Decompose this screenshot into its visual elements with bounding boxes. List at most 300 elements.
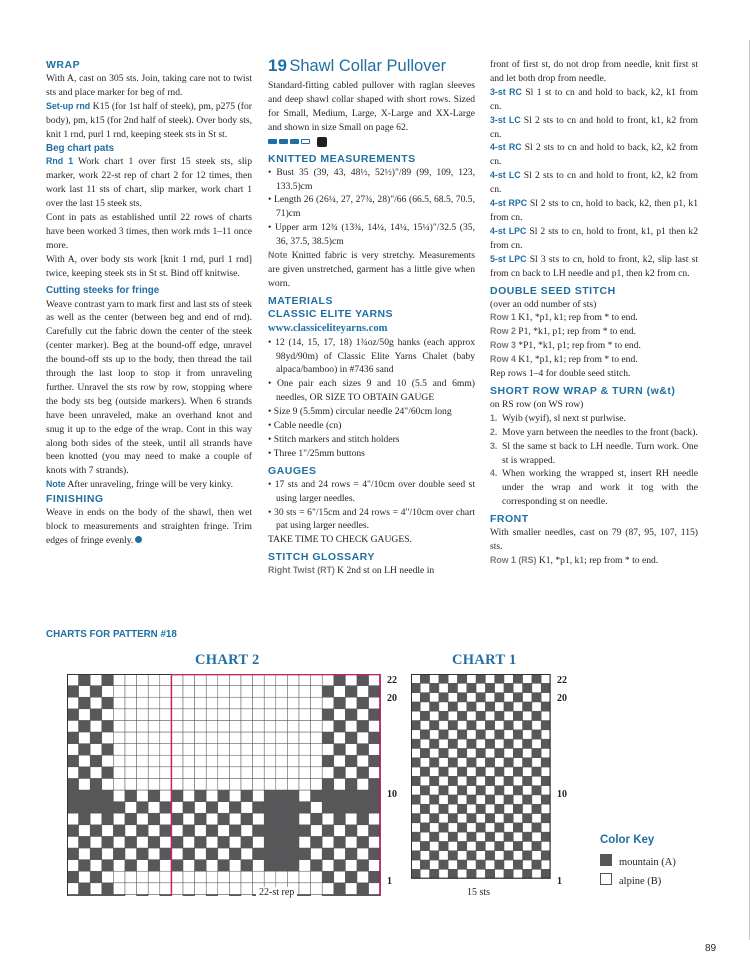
chart-cell bbox=[102, 848, 114, 860]
chart-cell bbox=[345, 697, 357, 709]
chart-cell bbox=[476, 711, 485, 720]
chart-cell bbox=[137, 860, 149, 872]
chart-cell bbox=[458, 795, 467, 804]
chart-cell bbox=[430, 869, 439, 878]
chart-cell bbox=[495, 730, 504, 739]
chart-cell bbox=[430, 776, 439, 785]
chart-cell bbox=[322, 790, 334, 802]
chart-cell bbox=[411, 739, 420, 748]
chart-cell bbox=[137, 836, 149, 848]
chart-2-row-label-10: 10 bbox=[387, 789, 397, 800]
chart-cell bbox=[90, 883, 102, 895]
chart-cell bbox=[411, 683, 420, 692]
chart-cell bbox=[523, 721, 532, 730]
chart-cell bbox=[160, 697, 172, 709]
chart-cell bbox=[495, 674, 504, 683]
finishing-paragraph: Weave in ends on the body of the shawl, then wet block to measurements and straighten fringe. Trim edges of fringe evenly. bbox=[46, 507, 252, 546]
chart-cell bbox=[113, 720, 125, 732]
cutting-steeks-paragraph: Weave contrast yarn to mark first and last sts of steek as well as the center (between beg and end of rnd). Carefully cut the fabric down the center of the steek (center marker). Beg at the bound-off edge, unravel the bound-off sts up to the body, then thread the tail through the last loop to stop it from unraveling further. Unravel the sts row by row, stopping where the body sts beg (outside markers). When 6 strands have been unraveled, make an overhand knot and snug it up to the edge of the wrap. Cont in this way along both sides of the steek, until all strands have been knotted (you may need to make a couple of knots with 7 strands). bbox=[46, 298, 252, 477]
chart-cell bbox=[485, 795, 494, 804]
chart-cell bbox=[448, 841, 457, 850]
chart-cell bbox=[513, 804, 522, 813]
chart-cell bbox=[345, 871, 357, 883]
chart-cell bbox=[322, 732, 334, 744]
chart-cell bbox=[253, 697, 265, 709]
chart-cell bbox=[218, 732, 230, 744]
chart-cell bbox=[287, 871, 299, 883]
chart-cell bbox=[287, 836, 299, 848]
chart-cell bbox=[137, 720, 149, 732]
wrap-turn-heading: SHORT ROW WRAP & TURN (w&t) bbox=[490, 384, 676, 397]
chart-cell bbox=[430, 767, 439, 776]
dark-swatch-icon bbox=[600, 854, 612, 866]
chart-cell bbox=[532, 721, 541, 730]
chart-cell bbox=[183, 732, 195, 744]
take-time-note: TAKE TIME TO CHECK GAUGES. bbox=[268, 534, 412, 546]
chart-cell bbox=[287, 802, 299, 814]
dss-row-3: Row 3 *P1, *k1, p1; rep from * to end. bbox=[490, 340, 641, 352]
chart-cell bbox=[90, 720, 102, 732]
chart-cell bbox=[218, 802, 230, 814]
chart-cell bbox=[195, 778, 207, 790]
chart-cell bbox=[541, 814, 550, 823]
chart-2-row-label-20: 20 bbox=[387, 693, 397, 704]
chart-cell bbox=[264, 836, 276, 848]
chart-cell bbox=[148, 755, 160, 767]
chart-cell bbox=[532, 693, 541, 702]
chart-cell bbox=[160, 813, 172, 825]
chart-cell bbox=[206, 697, 218, 709]
chart-cell bbox=[287, 720, 299, 732]
chart-cell bbox=[495, 776, 504, 785]
chart-cell bbox=[345, 767, 357, 779]
chart-cell bbox=[276, 686, 288, 698]
chart-cell bbox=[195, 697, 207, 709]
chart-cell bbox=[241, 871, 253, 883]
chart-cell bbox=[345, 802, 357, 814]
chart-cell bbox=[79, 709, 91, 721]
chart-cell bbox=[102, 836, 114, 848]
chart-cell bbox=[448, 804, 457, 813]
chart-cell bbox=[420, 702, 429, 711]
chart-cell bbox=[439, 674, 448, 683]
chart-cell bbox=[439, 851, 448, 860]
chart-cell bbox=[345, 848, 357, 860]
chart-cell bbox=[125, 744, 137, 756]
chart-cell bbox=[439, 758, 448, 767]
chart-cell bbox=[541, 851, 550, 860]
chart-cell bbox=[148, 848, 160, 860]
chart-cell bbox=[523, 776, 532, 785]
chart-cell bbox=[504, 674, 513, 683]
chart-cell bbox=[541, 841, 550, 850]
chart-cell bbox=[439, 832, 448, 841]
chart-cell bbox=[148, 709, 160, 721]
chart-cell bbox=[125, 686, 137, 698]
chart-cell bbox=[541, 739, 550, 748]
chart-cell bbox=[513, 674, 522, 683]
chart-cell bbox=[253, 778, 265, 790]
chart-cell bbox=[513, 711, 522, 720]
chart-cell bbox=[311, 813, 323, 825]
chart-cell bbox=[334, 767, 346, 779]
wt-step-1: 1. Wyib (wyif), sl next st purlwise. bbox=[490, 412, 626, 424]
chart-cell bbox=[322, 825, 334, 837]
chart-cell bbox=[287, 709, 299, 721]
color-key-item-mountain: mountain (A) bbox=[600, 854, 676, 868]
chart-cell bbox=[148, 836, 160, 848]
chart-cell bbox=[411, 730, 420, 739]
chart-cell bbox=[287, 825, 299, 837]
chart-cell bbox=[485, 860, 494, 869]
chart-cell bbox=[218, 778, 230, 790]
chart-cell bbox=[458, 832, 467, 841]
chart-cell bbox=[311, 836, 323, 848]
chart-cell bbox=[264, 697, 276, 709]
chart-cell bbox=[79, 778, 91, 790]
chart-cell bbox=[532, 711, 541, 720]
chart-cell bbox=[160, 871, 172, 883]
chart-cell bbox=[311, 755, 323, 767]
chart-cell bbox=[495, 693, 504, 702]
chart-cell bbox=[79, 871, 91, 883]
chart-cell bbox=[299, 836, 311, 848]
chart-cell bbox=[264, 871, 276, 883]
chart-cell bbox=[299, 697, 311, 709]
chart-cell bbox=[495, 832, 504, 841]
chart-cell bbox=[311, 744, 323, 756]
chart-cell bbox=[113, 860, 125, 872]
chart-cell bbox=[171, 674, 183, 686]
chart-cell bbox=[430, 795, 439, 804]
chart-cell bbox=[504, 841, 513, 850]
chart-cell bbox=[345, 860, 357, 872]
chart-cell bbox=[171, 732, 183, 744]
chart-cell bbox=[264, 860, 276, 872]
chart-cell bbox=[513, 841, 522, 850]
chart-cell bbox=[67, 709, 79, 721]
chart-cell bbox=[125, 767, 137, 779]
chart-cell bbox=[513, 702, 522, 711]
chart-cell bbox=[523, 814, 532, 823]
chart-cell bbox=[532, 748, 541, 757]
chart-cell bbox=[322, 686, 334, 698]
chart-cell bbox=[171, 767, 183, 779]
chart-cell bbox=[541, 832, 550, 841]
chart-cell bbox=[287, 697, 299, 709]
chart-cell bbox=[137, 848, 149, 860]
chart-cell bbox=[79, 697, 91, 709]
chart-cell bbox=[357, 709, 369, 721]
chart-cell bbox=[523, 767, 532, 776]
chart-cell bbox=[369, 825, 381, 837]
chart-cell bbox=[485, 674, 494, 683]
chart-cell bbox=[458, 776, 467, 785]
chart-cell bbox=[357, 860, 369, 872]
chart-cell bbox=[541, 860, 550, 869]
chart-cell bbox=[206, 860, 218, 872]
chart-cell bbox=[523, 795, 532, 804]
chart-cell bbox=[504, 776, 513, 785]
chart-cell bbox=[90, 686, 102, 698]
chart-cell bbox=[411, 767, 420, 776]
chart-cell bbox=[311, 860, 323, 872]
chart-cell bbox=[253, 802, 265, 814]
page-number: 89 bbox=[705, 943, 717, 954]
chart-cell bbox=[253, 836, 265, 848]
materials-heading: MATERIALS bbox=[268, 294, 333, 307]
yarn-url[interactable]: www.classiceliteyarns.com bbox=[268, 322, 388, 334]
chart-cell bbox=[79, 790, 91, 802]
chart-cell bbox=[458, 702, 467, 711]
chart-cell bbox=[218, 767, 230, 779]
chart-cell bbox=[183, 848, 195, 860]
chart-cell bbox=[420, 693, 429, 702]
chart-cell bbox=[345, 732, 357, 744]
chart-cell bbox=[276, 813, 288, 825]
chart-cell bbox=[241, 674, 253, 686]
chart-cell bbox=[218, 825, 230, 837]
chart-cell bbox=[334, 790, 346, 802]
chart-cell bbox=[195, 686, 207, 698]
chart-cell bbox=[439, 711, 448, 720]
chart-cell bbox=[504, 869, 513, 878]
chart-cell bbox=[253, 860, 265, 872]
chart-cell bbox=[183, 755, 195, 767]
chart-cell bbox=[206, 767, 218, 779]
chart-cell bbox=[411, 860, 420, 869]
chart-cell bbox=[420, 823, 429, 832]
chart-cell bbox=[241, 813, 253, 825]
chart-cell bbox=[430, 758, 439, 767]
chart-cell bbox=[357, 836, 369, 848]
chart-cell bbox=[495, 767, 504, 776]
chart-cell bbox=[102, 778, 114, 790]
material-circular: • Size 9 (5.5mm) circular needle 24"/60cm long bbox=[268, 406, 452, 418]
chart-cell bbox=[287, 755, 299, 767]
chart-cell bbox=[322, 883, 334, 895]
glossary-4st-lpc: 4-st LPC Sl 2 sts to cn, hold to front, k1, p1 then k2 from cn. bbox=[490, 225, 699, 251]
chart-cell bbox=[485, 721, 494, 730]
chart-cell bbox=[504, 860, 513, 869]
chart-cell bbox=[102, 732, 114, 744]
chart-cell bbox=[439, 730, 448, 739]
chart-cell bbox=[311, 790, 323, 802]
chart-cell bbox=[467, 795, 476, 804]
chart-cell bbox=[311, 686, 323, 698]
chart-cell bbox=[195, 802, 207, 814]
chart-cell bbox=[430, 674, 439, 683]
chart-cell bbox=[357, 767, 369, 779]
chart-cell bbox=[411, 748, 420, 757]
chart-cell bbox=[476, 702, 485, 711]
chart-cell bbox=[523, 832, 532, 841]
chart-cell bbox=[504, 786, 513, 795]
chart-cell bbox=[160, 802, 172, 814]
column-3 bbox=[490, 58, 698, 568]
chart-cell bbox=[171, 697, 183, 709]
chart-cell bbox=[241, 790, 253, 802]
chart-cell bbox=[411, 711, 420, 720]
chart-cell bbox=[448, 711, 457, 720]
chart-cell bbox=[171, 778, 183, 790]
chart-cell bbox=[287, 813, 299, 825]
chart-cell bbox=[137, 709, 149, 721]
chart-cell bbox=[430, 683, 439, 692]
chart-cell bbox=[430, 748, 439, 757]
chart-cell bbox=[160, 755, 172, 767]
chart-cell bbox=[495, 748, 504, 757]
chart-cell bbox=[137, 767, 149, 779]
chart-cell bbox=[322, 813, 334, 825]
chart-cell bbox=[430, 832, 439, 841]
chart-cell bbox=[90, 697, 102, 709]
chart-cell bbox=[322, 836, 334, 848]
wrap-heading: WRAP bbox=[46, 59, 81, 71]
chart-cell bbox=[195, 883, 207, 895]
chart-cell bbox=[467, 721, 476, 730]
chart-cell bbox=[218, 720, 230, 732]
chart-cell bbox=[183, 825, 195, 837]
chart-cell bbox=[218, 744, 230, 756]
chart-cell bbox=[513, 860, 522, 869]
note-paragraph: Note After unraveling, fringe will be very kinky. bbox=[46, 479, 234, 491]
chart-cell bbox=[218, 686, 230, 698]
chart-cell bbox=[311, 802, 323, 814]
chart-cell bbox=[495, 786, 504, 795]
chart-cell bbox=[458, 823, 467, 832]
chart-cell bbox=[485, 814, 494, 823]
glossary-3st-lc: 3-st LC Sl 2 sts to cn and hold to front, k1, k2 from cn. bbox=[490, 114, 698, 140]
chart-cell bbox=[495, 869, 504, 878]
chart-cell bbox=[322, 778, 334, 790]
chart-cell bbox=[448, 795, 457, 804]
chart-cell bbox=[411, 758, 420, 767]
chart-cell bbox=[532, 767, 541, 776]
chart-cell bbox=[206, 836, 218, 848]
chart-cell bbox=[411, 814, 420, 823]
chart-cell bbox=[79, 883, 91, 895]
chart-cell bbox=[125, 755, 137, 767]
chart-cell bbox=[241, 825, 253, 837]
chart-cell bbox=[276, 744, 288, 756]
chart-cell bbox=[113, 744, 125, 756]
chart-cell bbox=[476, 869, 485, 878]
chart-cell bbox=[467, 786, 476, 795]
chart-cell bbox=[357, 732, 369, 744]
chart-cell bbox=[334, 848, 346, 860]
chart-cell bbox=[476, 832, 485, 841]
chart-cell bbox=[125, 871, 137, 883]
chart-cell bbox=[369, 744, 381, 756]
chart-cell bbox=[206, 709, 218, 721]
chart-2-repeat-label: 22-st rep bbox=[256, 887, 297, 898]
chart-cell bbox=[311, 732, 323, 744]
chart-cell bbox=[439, 702, 448, 711]
chart-1-grid bbox=[411, 674, 551, 896]
chart-cell bbox=[345, 720, 357, 732]
column-1 bbox=[46, 58, 252, 548]
chart-cell bbox=[137, 802, 149, 814]
chart-cell bbox=[430, 860, 439, 869]
color-key-item-alpine: alpine (B) bbox=[600, 873, 661, 887]
chart-cell bbox=[229, 686, 241, 698]
chart-cell bbox=[420, 711, 429, 720]
chart-cell bbox=[458, 804, 467, 813]
chart-cell bbox=[241, 778, 253, 790]
chart-cell bbox=[183, 790, 195, 802]
chart-cell bbox=[137, 755, 149, 767]
chart-cell bbox=[148, 744, 160, 756]
chart-cell bbox=[513, 739, 522, 748]
chart-cell bbox=[523, 851, 532, 860]
chart-cell bbox=[541, 730, 550, 739]
chart-cell bbox=[229, 825, 241, 837]
chart-cell bbox=[311, 709, 323, 721]
chart-cell bbox=[218, 755, 230, 767]
chart-cell bbox=[171, 802, 183, 814]
chart-cell bbox=[532, 804, 541, 813]
setup-round: Set-up rnd K15 (for 1st half of steek), pm, p275 (for body), pm, k15 (for 2nd half of steek). Over body sts, knit 1 rnd, purl 1 rnd, keeping steek sts in St st. bbox=[46, 100, 252, 140]
chart-cell bbox=[241, 686, 253, 698]
chart-cell bbox=[439, 823, 448, 832]
chart-cell bbox=[334, 674, 346, 686]
chart-cell bbox=[229, 860, 241, 872]
chart-cell bbox=[430, 721, 439, 730]
chart-cell bbox=[420, 730, 429, 739]
chart-cell bbox=[504, 795, 513, 804]
chart-cell bbox=[148, 825, 160, 837]
chart-cell bbox=[67, 848, 79, 860]
chart-cell bbox=[523, 823, 532, 832]
chart-cell bbox=[504, 814, 513, 823]
chart-cell bbox=[102, 802, 114, 814]
chart-cell bbox=[171, 686, 183, 698]
chart-cell bbox=[458, 869, 467, 878]
chart-cell bbox=[311, 825, 323, 837]
chart-cell bbox=[264, 674, 276, 686]
material-needles: • One pair each sizes 9 and 10 (5.5 and 6mm) needles, OR SIZE TO OBTAIN GAUGE bbox=[268, 378, 475, 404]
chart-cell bbox=[311, 883, 323, 895]
chart-cell bbox=[485, 683, 494, 692]
chart-cell bbox=[264, 732, 276, 744]
chart-cell bbox=[160, 767, 172, 779]
chart-cell bbox=[276, 825, 288, 837]
chart-cell bbox=[276, 778, 288, 790]
chart-cell bbox=[299, 720, 311, 732]
wt-step-2: 2. Move yarn between the needles to the front (back). bbox=[490, 426, 698, 438]
chart-cell bbox=[345, 778, 357, 790]
finishing-heading: FINISHING bbox=[46, 493, 104, 506]
chart-cell bbox=[183, 778, 195, 790]
chart-cell bbox=[311, 720, 323, 732]
chart-cell bbox=[430, 702, 439, 711]
chart-cell bbox=[439, 814, 448, 823]
with-a-paragraph: With A, over body sts work [knit 1 rnd, purl 1 rnd] twice, keeping steek sts in St st. Bind off knitwise. bbox=[46, 253, 252, 279]
gauge-1: • 17 sts and 24 rows = 4"/10cm over double seed st using larger needles. bbox=[268, 478, 475, 504]
chart-cell bbox=[485, 832, 494, 841]
chart-cell bbox=[160, 744, 172, 756]
chart-cell bbox=[311, 767, 323, 779]
chart-cell bbox=[334, 802, 346, 814]
chart-cell bbox=[485, 767, 494, 776]
chart-cell bbox=[334, 720, 346, 732]
chart-cell bbox=[420, 786, 429, 795]
chart-cell bbox=[485, 748, 494, 757]
chart-cell bbox=[160, 674, 172, 686]
gauge-2: • 30 sts = 6"/15cm and 24 rows = 4"/10cm over chart pat using larger needles. bbox=[268, 506, 475, 532]
chart-cell bbox=[448, 832, 457, 841]
